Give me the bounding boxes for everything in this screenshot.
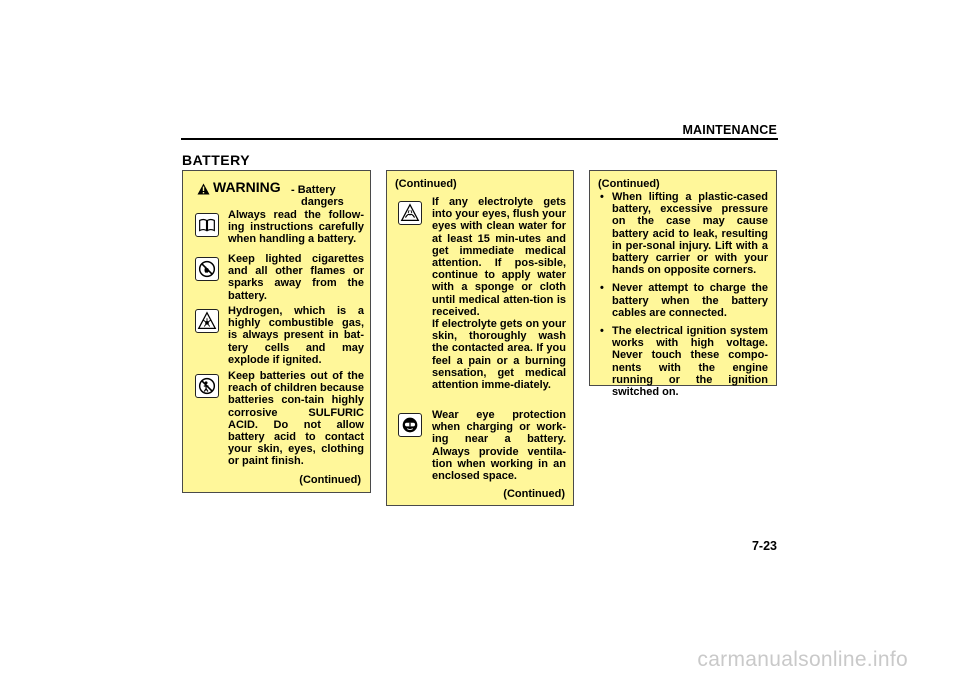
warning-item-text: If electrolyte gets on your skin, thoroughly wash the contacted area. If you feel a pain or a burning sensation, get medical attention imme-diately. — [432, 318, 566, 392]
warning-word: WARNING — [213, 179, 281, 195]
warning-item-text: If any electrolyte gets into your eyes, flush your eyes with clean water for at least 15 min-utes and get immediate medical attention. If pos-sible, continue to apply water with a sponge or cloth until medical atten-tion is received. — [432, 196, 566, 318]
header-title: MAINTENANCE — [682, 123, 777, 137]
keep-away-children-icon — [195, 374, 219, 398]
warning-triangle-icon — [197, 183, 210, 195]
warning-item-text: Keep batteries out of the reach of children because batteries con-tain highly corrosive SULFURIC ACID. Do not allow battery acid to contact your skin, eyes, clothing or paint finish. — [228, 370, 364, 468]
no-flames-icon — [195, 257, 219, 281]
continued-label: (Continued) — [503, 488, 565, 500]
page-number: 7-23 — [751, 539, 777, 553]
section-title: BATTERY — [182, 152, 251, 168]
warning-item-text: Wear eye protection when charging or work-ing near a battery. Always provide ventila-tion when working in an enclosed space. — [432, 409, 566, 483]
bullet-glyph: • — [600, 191, 604, 203]
eye-wash-icon — [398, 201, 422, 225]
warning-panel-continued-2 — [386, 170, 574, 506]
warning-item-text: Keep lighted cigarettes and all other flames or sparks away from the battery. — [228, 253, 364, 302]
warning-subtitle-line2: dangers — [301, 196, 344, 208]
watermark-text: carmanualsonline.info — [697, 648, 908, 671]
list-item: • When lifting a plastic-cased battery, excessive pressure on the case may cause battery acid to leak, resulting in per-sonal injury. Lift with a battery carrier or with your hands on opposite corners. — [600, 191, 768, 277]
warning-panel-battery-dangers — [182, 170, 371, 493]
read-manual-icon — [195, 213, 219, 237]
eye-protection-icon — [398, 413, 422, 437]
bullet-glyph: • — [600, 325, 604, 338]
bullet-list — [598, 191, 768, 404]
warning-item-text: Hydrogen, which is a highly combustible gas, is always present in bat-tery cells and may explode if ignited. — [228, 305, 364, 366]
continued-label-top: (Continued) — [395, 178, 457, 190]
warning-subtitle: - Battery — [291, 184, 336, 196]
continued-label-top: (Continued) — [598, 178, 660, 190]
list-item: • Never attempt to charge the battery when the battery cables are connected. — [600, 282, 768, 319]
explosion-hazard-icon — [195, 309, 219, 333]
warning-item-text: Always read the follow-ing instructions carefully when handling a battery. — [228, 209, 364, 246]
header-rule — [181, 138, 778, 140]
list-item: • The electrical ignition system works with high voltage. Never touch these compo-nents with the engine running or the ignition switched on. — [600, 325, 768, 399]
bullet-glyph: • — [600, 282, 604, 295]
continued-label: (Continued) — [299, 474, 361, 486]
warning-panel-continued-3 — [589, 170, 777, 399]
